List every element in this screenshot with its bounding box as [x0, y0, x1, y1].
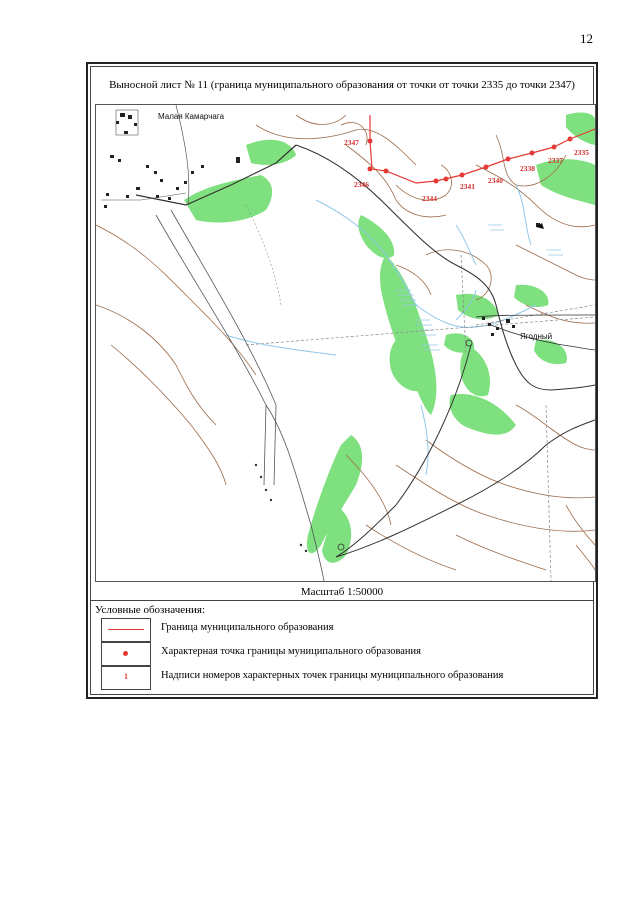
legend-symbol-box	[101, 666, 151, 690]
sheet-title: Выносной лист № 11 (граница муниципального образования от точки от точки 2335 до точки 2347)	[109, 79, 575, 91]
point-label-2344: 2344	[422, 194, 437, 203]
point-label-2335: 2335	[574, 148, 589, 157]
legend-symbol-box	[101, 618, 151, 642]
legend-item-point	[101, 642, 593, 666]
point-label-2346: 2346	[354, 180, 369, 189]
legend-label: Граница муниципального образования	[161, 622, 334, 633]
legend-title: Условные обозначения:	[95, 604, 206, 616]
scale-separator	[91, 600, 593, 601]
map-sheet	[86, 62, 598, 699]
boundary-point[interactable]	[460, 173, 465, 178]
point-label-2340: 2340	[488, 176, 503, 185]
legend-symbol-box	[101, 642, 151, 666]
boundary-point[interactable]	[368, 139, 373, 144]
place-label-malaya-kamarchaga: Малая Камарчага	[158, 112, 225, 121]
sheet-inner-frame	[90, 66, 594, 695]
point-label-2341: 2341	[460, 182, 475, 191]
legend-item-boundary	[101, 618, 593, 642]
boundary-point[interactable]	[530, 151, 535, 156]
boundary-point[interactable]	[484, 165, 489, 170]
point-label-2337: 2337	[548, 156, 563, 165]
boundary-point-symbol	[123, 651, 128, 656]
legend-label: Характерная точка границы муниципального образования	[161, 646, 421, 657]
boundary-point[interactable]	[552, 145, 557, 150]
point-label-2338: 2338	[520, 164, 535, 173]
boundary-point[interactable]	[506, 157, 511, 162]
point-label-2347: 2347	[344, 138, 359, 147]
boundary-point[interactable]	[444, 177, 449, 182]
boundary-point[interactable]	[384, 169, 389, 174]
boundary-point[interactable]	[434, 179, 439, 184]
power-line-poles	[255, 464, 307, 552]
point-number-symbol: 1	[124, 672, 128, 681]
page-number: 12	[580, 31, 593, 46]
roads	[136, 105, 595, 581]
map-frame[interactable]	[95, 104, 596, 582]
boundary-point[interactable]	[368, 167, 373, 172]
scale-label: Масштаб 1:50000	[300, 586, 384, 598]
legend-item-number	[101, 666, 593, 690]
boundary-point[interactable]	[568, 137, 573, 142]
legend-label: Надписи номеров характерных точек границы муниципального образования	[161, 670, 504, 681]
topographic-map[interactable]	[96, 105, 595, 581]
boundary-line-symbol	[108, 629, 144, 630]
place-label-yagodny: Ягодный	[520, 332, 553, 341]
